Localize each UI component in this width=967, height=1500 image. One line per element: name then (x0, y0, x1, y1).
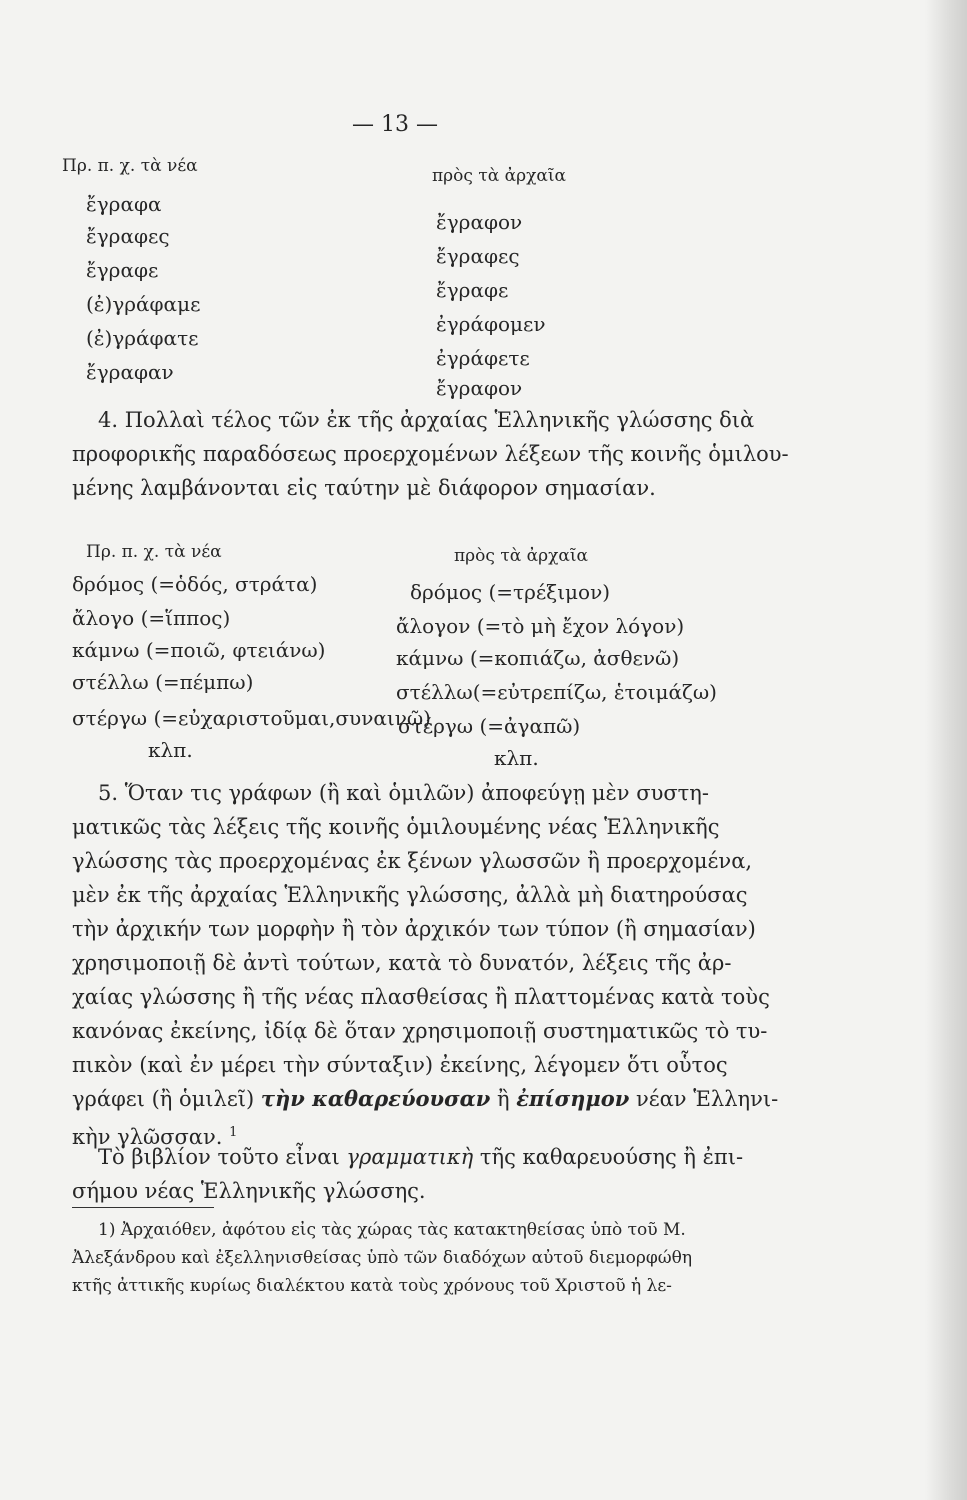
table1-left-item: (ἐ)γράφαμε (86, 292, 201, 316)
paragraph-line: σήμου νέας Ἑλληνικῆς γλώσσης. (72, 1179, 426, 1203)
table1-right-item: ἔγραφον (436, 376, 523, 400)
paragraph-line (72, 403, 755, 437)
emphasis-episimon: ἐπίσημον (516, 1086, 630, 1111)
paragraph-4 (72, 403, 789, 505)
paragraph-line: προφορικῆς παραδόσεως προερχομένων λέξεων τῆς κοινῆς ὁμιλου- (72, 442, 789, 466)
page-edge-shadow (925, 0, 967, 1500)
table1-left-item: (ἐ)γράφατε (86, 326, 199, 350)
table1-right-item: ἔγραφες (436, 244, 520, 268)
table2-left-item: δρόμος (=ὁδός, στράτα) (72, 572, 318, 596)
footnote-divider (72, 1207, 214, 1208)
paragraph-line: μὲν ἐκ τῆς ἀρχαίας Ἑλληνικῆς γλώσσης, ἀλλὰ μὴ διατηρούσας (72, 883, 748, 907)
paragraph-line (72, 1082, 779, 1116)
paragraph-line: ματικῶς τὰς λέξεις τῆς κοινῆς ὁμιλουμένης νέας Ἑλληνικῆς (72, 815, 720, 839)
table2-left-item: ἄλογο (=ἵππος) (72, 606, 231, 630)
table1-right-item: ἔγραφε (436, 278, 509, 302)
paragraph-text: κὴν γλῶσσαν. (72, 1125, 223, 1149)
paragraph-text: ἢ (497, 1087, 510, 1111)
paragraph-number: 4. (98, 408, 119, 432)
table1-left-item: ἔγραφε (86, 258, 159, 282)
footnote-line: κτῆς ἀττικῆς κυρίως διαλέκτου κατὰ τοὺς χρόνους τοῦ Χριστοῦ ἡ λε- (72, 1276, 672, 1296)
table2-left-item: στέργω (=εὐχαριστοῦμαι,συναινῶ) (72, 706, 431, 730)
table2-etc-left: κλπ. (148, 738, 193, 762)
table2-left-heading: Πρ. π. χ. τὰ νέα (86, 542, 222, 562)
table2-right-item: στέργω (=ἀγαπῶ) (398, 714, 581, 738)
table2-left-item: στέλλω (=πέμπω) (72, 670, 254, 694)
paragraph-line: γλώσσης τὰς προερχομένας ἐκ ξένων γλωσσῶν ἢ προερχομένα, (72, 849, 753, 873)
table2-left-item: κάμνω (=ποιῶ, φτειάνω) (72, 638, 326, 662)
paragraph-line: μένης λαμβάνονται εἰς ταύτην μὲ διάφορον σημασίαν. (72, 476, 656, 500)
paragraph-text: νέαν Ἑλληνι- (635, 1087, 779, 1111)
paragraph-line: πικὸν (καὶ ἐν μέρει τὴν σύνταξιν) ἐκείνης, λέγομεν ὅτι οὗτος (72, 1053, 728, 1077)
paragraph-line: χρησιμοποιῇ δὲ ἀντὶ τούτων, κατὰ τὸ δυνατόν, λέξεις τῆς ἀρ- (72, 951, 732, 975)
table2-right-item: ἄλογον (=τὸ μὴ ἔχον λόγον) (396, 614, 685, 638)
page-number: — 13 — (352, 112, 438, 137)
paragraph-6 (72, 1140, 744, 1208)
table2-right-item: δρόμος (=τρέξιμον) (410, 580, 611, 604)
table1-left-item: ἔγραφες (86, 224, 170, 248)
footnote-marker: 1 (229, 1125, 238, 1140)
paragraph-line: κανόνας ἐκείνης, ἰδίᾳ δὲ ὅταν χρησιμοποιῇ συστηματικῶς τὸ τυ- (72, 1019, 768, 1043)
paragraph-text: Πολλαὶ τέλος τῶν ἐκ τῆς ἀρχαίας Ἑλληνικῆς γλώσσης διὰ (124, 408, 755, 432)
table1-left-heading: Πρ. π. χ. τὰ νέα (62, 156, 198, 176)
footnote-line: Ἀλεξάνδρου καὶ ἐξελληνισθείσας ὑπὸ τῶν διαδόχων αὐτοῦ διεμορφώθη (72, 1248, 693, 1268)
table1-right-item: ἔγραφον (436, 210, 523, 234)
emphasis-kathareuousa: τὴν καθαρεύουσαν (260, 1086, 491, 1111)
paragraph-number: 5. (98, 781, 119, 805)
table2-right-item: στέλλω(=εὐτρεπίζω, ἑτοιμάζω) (396, 680, 717, 704)
table2-etc-right: κλπ. (494, 746, 539, 770)
table1-left-item: ἔγραφα (86, 192, 162, 216)
paragraph-text: Ὅταν τις γράφων (ἢ καὶ ὁμιλῶν) ἀποφεύγῃ μὲν συστη- (124, 781, 709, 805)
table1-left-item: ἔγραφαν (86, 360, 174, 384)
paragraph-5 (72, 776, 779, 1154)
footnote-line (72, 1216, 752, 1244)
paragraph-line: τὴν ἀρχικήν των μορφὴν ἢ τὸν ἀρχικόν των τύπον (ἢ σημασίαν) (72, 917, 756, 941)
paragraph-line: χαίας γλώσσης ἢ τῆς νέας πλασθείσας ἢ πλαττομένας κατὰ τοὺς (72, 985, 770, 1009)
table1-right-item: ἐγράφετε (436, 346, 530, 370)
paragraph-text: γράφει (ἢ ὁμιλεῖ) (72, 1087, 255, 1111)
table1-right-heading: πρὸς τὰ ἀρχαῖα (432, 166, 567, 186)
footnote-text: 1) Ἀρχαιόθεν, ἀφότου εἰς τὰς χώρας τὰς κατακτηθείσας ὑπὸ τοῦ Μ. (98, 1220, 686, 1240)
paragraph-line (72, 1140, 744, 1174)
table2-right-item: κάμνω (=κοπιάζω, ἀσθενῶ) (396, 646, 680, 670)
paragraph-line (72, 776, 744, 810)
table1-right-item: ἐγράφομεν (436, 312, 546, 336)
emphasis-grammatiki: γραμματικὴ (346, 1145, 474, 1169)
paragraph-text: τῆς καθαρευούσης ἢ ἐπι- (479, 1145, 744, 1169)
paragraph-text: Τὸ βιβλίον τοῦτο εἶναι (98, 1145, 340, 1169)
table2-right-heading: πρὸς τὰ ἀρχαῖα (454, 546, 589, 566)
